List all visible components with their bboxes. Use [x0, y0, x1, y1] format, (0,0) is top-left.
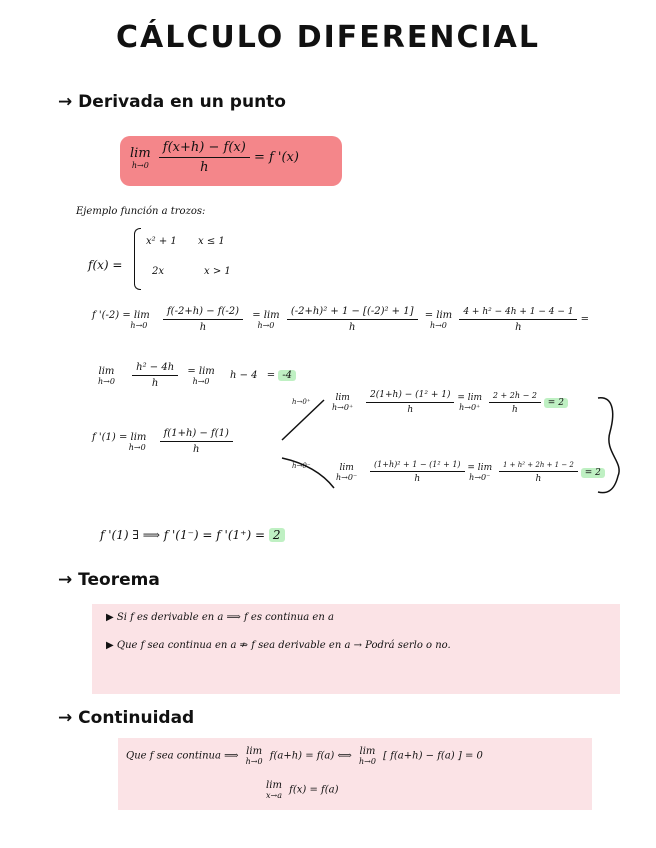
left-lim-text: lim [339, 462, 354, 473]
arrow-icon: → [58, 708, 73, 728]
left-den: h [414, 474, 421, 484]
calc2-den: h [151, 378, 159, 389]
calc3-den: h [193, 444, 200, 455]
heading-text: Derivada en un punto [78, 92, 286, 112]
left-num2: 1 + h² + 2h + 1 − 2 [499, 461, 578, 472]
left-lim-sub: h→0⁻ [336, 472, 358, 482]
arrow-icon: → [58, 92, 73, 112]
conclusion-text: f '(1) ∃ ⟹ f '(1⁻) = f '(1⁺) = [100, 528, 266, 542]
calc1-lhs-text: f '(-2) = lim [92, 309, 150, 321]
calc1-num1: f(-2+h) − f(-2) [163, 306, 243, 320]
theorem-bullet-2 [106, 640, 451, 651]
calc1-sub: h→0 [130, 320, 148, 330]
branch-up-line [282, 400, 324, 440]
calc2-sub: h→0 [98, 376, 115, 386]
continuity-post: [ f(a+h) − f(a) ] = 0 [383, 750, 483, 762]
bullet-icon: ▶ [106, 640, 114, 651]
calc3-sub: h→0 [128, 442, 146, 452]
left-frac2 [499, 461, 578, 484]
lim1-sub: h→0 [245, 757, 263, 766]
lim1-text: lim [246, 746, 263, 757]
calc1-den1: h [199, 322, 207, 333]
example-label: Ejemplo función a trozos: [76, 206, 206, 217]
calc1-sub3: h→0 [429, 320, 447, 330]
calc2-lim-text: lim [98, 365, 115, 377]
continuity-lim2 [359, 746, 376, 766]
case2-expr: 2x [152, 266, 165, 277]
calc3-num: f(1+h) − f(1) [160, 428, 233, 442]
left-lim1 [336, 463, 357, 482]
section-continuidad-heading [58, 708, 194, 728]
continuity-lim1 [246, 746, 263, 766]
right-lim-sub: h→0⁺ [332, 403, 354, 412]
heading-text: Teorema [78, 570, 160, 590]
right-frac [366, 390, 454, 415]
arrow-icon: → [58, 570, 73, 590]
left-num: (1+h)² + 1 − (1² + 1) [370, 460, 464, 472]
section-teorema-heading [58, 570, 160, 590]
continuity-lim3 [266, 780, 282, 800]
continuity-mid: f(a+h) = f(a) ⟺ [269, 750, 352, 762]
right-eq-lim: = lim [457, 393, 483, 403]
lim3-sub: x→a [266, 791, 282, 800]
right-lim-text: lim [335, 393, 350, 403]
left-lim2 [467, 463, 492, 482]
lim2-sub: h→0 [358, 757, 376, 766]
case1-expr: x² + 1 [146, 236, 177, 247]
right-den2: h [512, 404, 518, 415]
right-frac2 [489, 391, 541, 415]
right-lim1 [332, 393, 353, 412]
right-num2: 2 + 2h − 2 [489, 391, 541, 403]
right-den: h [407, 405, 414, 415]
lim-sub: h→0 [131, 160, 149, 170]
lim2-text: lim [359, 746, 376, 757]
case1-cond: x ≤ 1 [198, 236, 225, 247]
branch-down-label: h→0⁻ [292, 462, 311, 470]
calc1-sub2: h→0 [257, 320, 275, 330]
right-result: = 2 [544, 398, 568, 408]
theorem-bullet-1 [106, 612, 334, 623]
continuity-line2-text: f(x) = f(a) [289, 784, 339, 796]
right-limit-calc [332, 390, 568, 415]
left-result: = 2 [581, 468, 605, 478]
calc1-eq-lim: = lim [252, 309, 280, 321]
left-limit-calc [336, 460, 605, 484]
page-title: CÁLCULO DIFERENCIAL [116, 20, 540, 55]
calc2-expr: h − 4 [229, 370, 258, 381]
fx-label: f(x) = [88, 258, 123, 272]
calc2-eq: = [266, 370, 276, 381]
denominator: h [200, 160, 209, 175]
case2-cond: x > 1 [204, 266, 231, 277]
calc2-num: h² − 4h [132, 362, 178, 376]
calc1-den3: h [515, 321, 522, 333]
calc1-eq-lim3: = lim [424, 309, 453, 321]
definition-result: = f '(x) [253, 150, 299, 165]
conclusion-line [100, 528, 285, 542]
lim-text: lim [130, 145, 151, 161]
numerator: f(x+h) − f(x) [159, 140, 250, 158]
calc3-lhs-text: f '(1) = lim [92, 431, 147, 443]
bullet-text: Si f es derivable en a ⟹ f es continua en a [116, 612, 334, 623]
continuity-line-1 [126, 746, 483, 766]
right-num: 2(1+h) − (1² + 1) [366, 390, 454, 403]
calc1-den2: h [348, 322, 356, 333]
bullet-icon: ▶ [106, 612, 114, 623]
left-eq-lim: = lim [467, 462, 493, 473]
continuity-pre: Que f sea continua ⟹ [126, 750, 239, 762]
calc1-tail: = [580, 314, 590, 325]
left-frac [370, 460, 464, 484]
left-lim-sub2: h→0⁻ [469, 472, 491, 482]
calc2-sub2: h→0 [192, 376, 210, 386]
calc1-num3: 4 + h² − 4h + 1 − 4 − 1 [459, 307, 577, 320]
branch-up-label: h→0⁺ [292, 398, 311, 406]
lim3-text: lim [266, 780, 282, 791]
conclusion-result: 2 [269, 528, 285, 542]
calc2-result: -4 [278, 370, 296, 381]
right-lim-sub2: h→0⁺ [459, 403, 481, 412]
calc1-num2: (-2+h)² + 1 − [(-2)² + 1] [287, 306, 418, 320]
calc2-eq-lim: = lim [187, 365, 215, 377]
heading-text: Continuidad [78, 708, 195, 728]
left-den2: h [535, 473, 542, 484]
continuity-line-2 [266, 780, 339, 800]
right-lim2 [457, 393, 482, 412]
bullet-text: Que f sea continua en a ⇏ f sea derivable en a → Podrá serlo o no. [116, 640, 451, 651]
